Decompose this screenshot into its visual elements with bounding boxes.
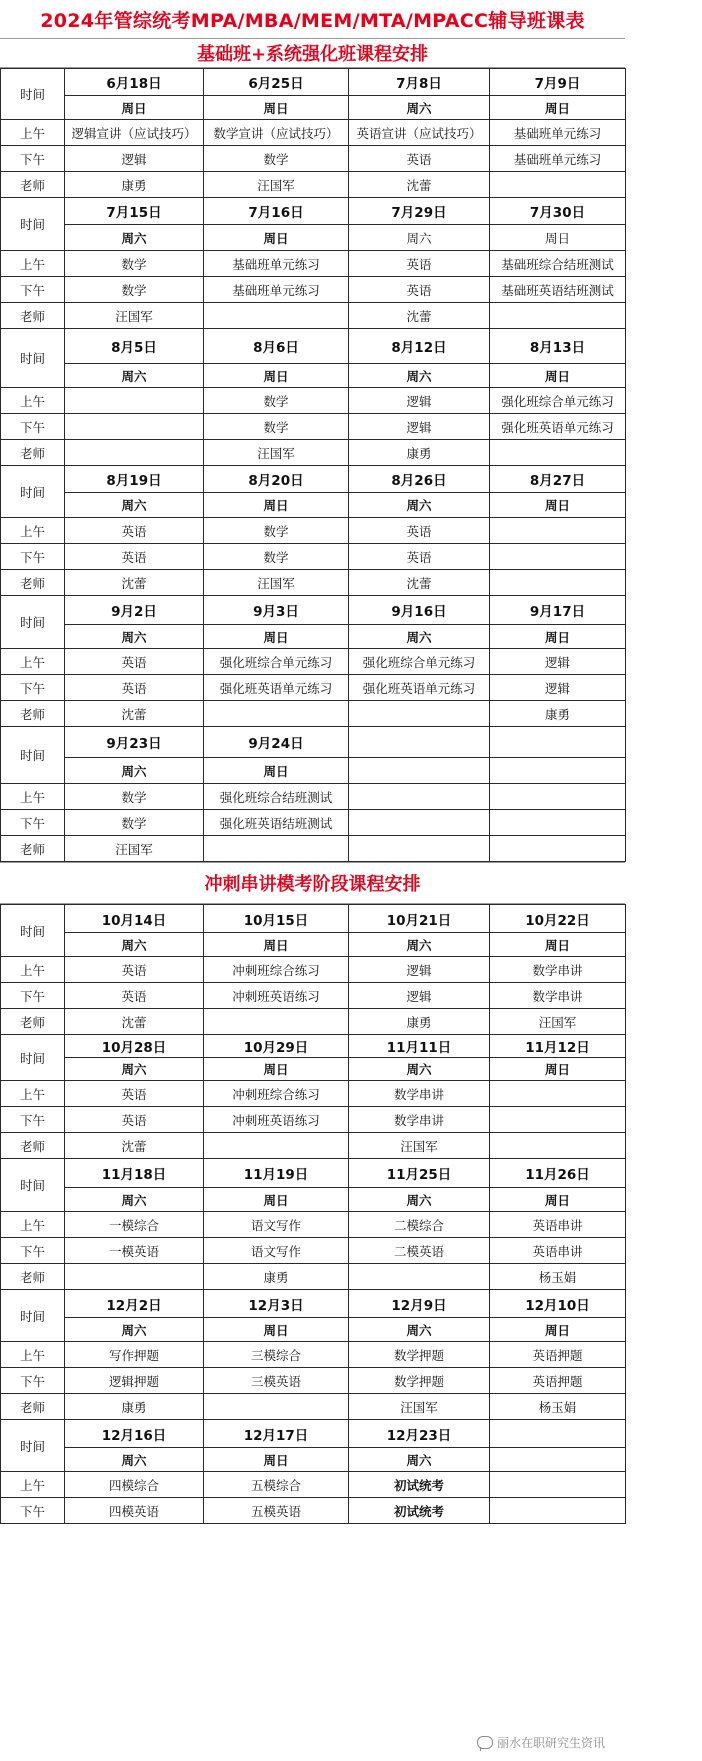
date-cell: 10月29日 <box>204 1035 349 1058</box>
weekday-cell: 周日 <box>204 1058 349 1081</box>
am-cell <box>65 388 204 414</box>
weekday-cell: 周日 <box>204 493 349 518</box>
weekday-cell: 周日 <box>204 1188 349 1212</box>
date-cell: 8月13日 <box>490 329 626 364</box>
teacher-label: 老师 <box>1 440 65 466</box>
am-cell: 英语 <box>65 649 204 675</box>
time-label: 时间 <box>1 466 65 518</box>
weekday-cell: 周六 <box>65 1318 204 1342</box>
watermark <box>477 1734 605 1751</box>
pm-cell: 数学串讲 <box>349 1107 490 1133</box>
date-cell: 10月15日 <box>204 905 349 933</box>
teacher-label: 老师 <box>1 701 65 727</box>
pm-cell: 英语 <box>349 277 490 303</box>
pm-cell <box>490 810 626 836</box>
am-label: 上午 <box>1 957 65 983</box>
pm-cell: 冲刺班英语练习 <box>204 1107 349 1133</box>
am-cell: 冲刺班综合练习 <box>204 1081 349 1107</box>
pm-cell: 数学 <box>204 544 349 570</box>
teacher-cell: 汪国军 <box>204 172 349 198</box>
am-cell: 数学 <box>65 784 204 810</box>
am-cell: 英语 <box>65 957 204 983</box>
pm-label: 下午 <box>1 675 65 701</box>
teacher-cell: 杨玉娟 <box>490 1264 626 1290</box>
am-cell: 冲刺班综合练习 <box>204 957 349 983</box>
teacher-label: 老师 <box>1 1264 65 1290</box>
page-title: 2024年管综统考MPA/MBA/MEM/MTA/MPACC辅导班课表 <box>0 0 625 39</box>
weekday-cell: 周六 <box>349 1058 490 1081</box>
pm-cell: 英语 <box>349 544 490 570</box>
date-cell: 12月10日 <box>490 1290 626 1318</box>
pm-cell: 英语押题 <box>490 1368 626 1394</box>
pm-cell <box>490 544 626 570</box>
am-cell: 英语 <box>65 1081 204 1107</box>
date-cell: 9月24日 <box>204 727 349 758</box>
am-label: 上午 <box>1 1212 65 1238</box>
pm-cell <box>490 1107 626 1133</box>
pm-cell: 逻辑押题 <box>65 1368 204 1394</box>
teacher-label: 老师 <box>1 1009 65 1035</box>
date-cell: 11月25日 <box>349 1159 490 1188</box>
time-label: 时间 <box>1 69 65 120</box>
time-label: 时间 <box>1 1290 65 1342</box>
date-cell <box>490 1420 626 1448</box>
date-cell: 8月20日 <box>204 466 349 493</box>
am-cell: 强化班综合单元练习 <box>490 388 626 414</box>
teacher-label: 老师 <box>1 172 65 198</box>
date-cell: 7月9日 <box>490 69 626 96</box>
date-cell: 12月3日 <box>204 1290 349 1318</box>
weekday-cell: 周六 <box>65 625 204 649</box>
am-cell <box>490 1081 626 1107</box>
weekday-cell: 周日 <box>490 225 626 251</box>
pm-cell: 英语 <box>65 1107 204 1133</box>
teacher-label: 老师 <box>1 303 65 329</box>
weekday-cell: 周日 <box>65 96 204 120</box>
teacher-label: 老师 <box>1 570 65 596</box>
teacher-cell: 沈蕾 <box>349 172 490 198</box>
section-title-basic: 基础班+系统强化班课程安排 <box>0 39 625 68</box>
pm-cell: 基础班单元练习 <box>490 146 626 172</box>
date-cell: 8月12日 <box>349 329 490 364</box>
date-cell: 8月6日 <box>204 329 349 364</box>
date-cell: 12月17日 <box>204 1420 349 1448</box>
date-cell: 11月19日 <box>204 1159 349 1188</box>
pm-cell: 逻辑 <box>490 675 626 701</box>
teacher-cell: 康勇 <box>65 172 204 198</box>
date-cell: 7月16日 <box>204 198 349 225</box>
section-title-sprint: 冲刺串讲模考阶段课程安排 <box>0 862 625 904</box>
am-cell: 英语 <box>349 251 490 277</box>
weekday-cell: 周日 <box>204 96 349 120</box>
teacher-cell <box>204 1133 349 1159</box>
weekday-cell: 周六 <box>349 96 490 120</box>
am-cell: 五模综合 <box>204 1472 349 1498</box>
weekday-cell: 周六 <box>349 933 490 957</box>
date-cell: 11月26日 <box>490 1159 626 1188</box>
teacher-cell <box>490 303 626 329</box>
am-cell: 一模综合 <box>65 1212 204 1238</box>
pm-cell: 逻辑 <box>349 983 490 1009</box>
teacher-label: 老师 <box>1 1133 65 1159</box>
weekday-cell: 周六 <box>65 493 204 518</box>
date-cell: 6月18日 <box>65 69 204 96</box>
pm-label: 下午 <box>1 146 65 172</box>
am-cell: 数学 <box>204 518 349 544</box>
date-cell: 9月17日 <box>490 596 626 625</box>
am-cell: 强化班综合结班测试 <box>204 784 349 810</box>
time-label: 时间 <box>1 1159 65 1212</box>
weekday-cell: 周六 <box>349 1448 490 1472</box>
teacher-cell: 汪国军 <box>349 1133 490 1159</box>
pm-label: 下午 <box>1 277 65 303</box>
date-cell: 9月16日 <box>349 596 490 625</box>
teacher-cell <box>204 303 349 329</box>
teacher-cell: 杨玉娟 <box>490 1394 626 1420</box>
pm-cell: 数学串讲 <box>490 983 626 1009</box>
time-label: 时间 <box>1 905 65 957</box>
teacher-cell: 沈蕾 <box>65 1009 204 1035</box>
pm-cell: 冲刺班英语练习 <box>204 983 349 1009</box>
weekday-cell <box>490 1448 626 1472</box>
teacher-cell <box>204 1394 349 1420</box>
teacher-cell <box>65 1264 204 1290</box>
am-label: 上午 <box>1 1342 65 1368</box>
weekday-cell: 周六 <box>65 364 204 388</box>
weekday-cell: 周日 <box>204 625 349 649</box>
pm-label: 下午 <box>1 1238 65 1264</box>
am-label: 上午 <box>1 784 65 810</box>
am-label: 上午 <box>1 1081 65 1107</box>
teacher-cell <box>204 1009 349 1035</box>
time-label: 时间 <box>1 198 65 251</box>
teacher-cell: 沈蕾 <box>65 570 204 596</box>
teacher-cell: 汪国军 <box>204 570 349 596</box>
pm-cell: 英语 <box>65 544 204 570</box>
weekday-cell: 周日 <box>204 1448 349 1472</box>
date-cell: 7月29日 <box>349 198 490 225</box>
teacher-cell <box>490 172 626 198</box>
am-cell: 强化班综合单元练习 <box>349 649 490 675</box>
pm-label: 下午 <box>1 1368 65 1394</box>
am-cell: 四模综合 <box>65 1472 204 1498</box>
pm-label: 下午 <box>1 544 65 570</box>
teacher-cell <box>65 440 204 466</box>
am-cell: 二模综合 <box>349 1212 490 1238</box>
date-cell: 9月2日 <box>65 596 204 625</box>
teacher-cell <box>490 1133 626 1159</box>
date-cell: 10月21日 <box>349 905 490 933</box>
teacher-cell <box>490 440 626 466</box>
pm-cell: 二模英语 <box>349 1238 490 1264</box>
wechat-icon <box>477 1736 493 1749</box>
time-label: 时间 <box>1 1035 65 1081</box>
am-cell: 逻辑 <box>349 957 490 983</box>
am-cell: 英语 <box>349 518 490 544</box>
pm-cell: 逻辑 <box>349 414 490 440</box>
weekday-cell: 周日 <box>204 364 349 388</box>
pm-cell: 基础班单元练习 <box>204 277 349 303</box>
teacher-cell <box>490 836 626 862</box>
teacher-cell: 汪国军 <box>65 303 204 329</box>
am-cell: 英语押题 <box>490 1342 626 1368</box>
am-cell: 英语串讲 <box>490 1212 626 1238</box>
am-cell: 数学宣讲（应试技巧） <box>204 120 349 146</box>
am-cell: 写作押题 <box>65 1342 204 1368</box>
date-cell: 10月14日 <box>65 905 204 933</box>
pm-cell: 数学 <box>65 277 204 303</box>
time-label: 时间 <box>1 329 65 388</box>
pm-cell: 英语 <box>349 146 490 172</box>
teacher-cell: 沈蕾 <box>349 570 490 596</box>
weekday-cell: 周日 <box>490 933 626 957</box>
teacher-cell <box>490 570 626 596</box>
pm-cell: 强化班英语单元练习 <box>349 675 490 701</box>
weekday-cell: 周六 <box>349 1318 490 1342</box>
am-cell: 语文写作 <box>204 1212 349 1238</box>
am-label: 上午 <box>1 518 65 544</box>
weekday-cell: 周六 <box>349 625 490 649</box>
teacher-cell: 汪国军 <box>65 836 204 862</box>
date-cell: 7月15日 <box>65 198 204 225</box>
am-cell: 数学押题 <box>349 1342 490 1368</box>
date-cell: 11月11日 <box>349 1035 490 1058</box>
date-cell: 10月28日 <box>65 1035 204 1058</box>
pm-cell <box>490 1498 626 1524</box>
am-label: 上午 <box>1 1472 65 1498</box>
date-cell: 7月30日 <box>490 198 626 225</box>
am-label: 上午 <box>1 388 65 414</box>
weekday-cell: 周六 <box>65 758 204 784</box>
watermark-text: 丽水在职研究生资讯 <box>496 1736 605 1750</box>
am-cell <box>490 1472 626 1498</box>
teacher-cell: 康勇 <box>349 440 490 466</box>
weekday-cell: 周六 <box>65 1448 204 1472</box>
date-cell: 8月5日 <box>65 329 204 364</box>
weekday-cell: 周六 <box>65 1058 204 1081</box>
teacher-cell <box>349 1264 490 1290</box>
date-cell: 12月23日 <box>349 1420 490 1448</box>
weekday-cell: 周日 <box>204 225 349 251</box>
am-label: 上午 <box>1 120 65 146</box>
pm-cell: 基础班英语结班测试 <box>490 277 626 303</box>
am-cell: 初试统考 <box>349 1472 490 1498</box>
teacher-cell <box>349 836 490 862</box>
date-cell: 6月25日 <box>204 69 349 96</box>
pm-cell: 数学 <box>65 810 204 836</box>
weekday-cell: 周日 <box>490 364 626 388</box>
pm-label: 下午 <box>1 1498 65 1524</box>
am-cell: 三模综合 <box>204 1342 349 1368</box>
am-cell: 强化班综合单元练习 <box>204 649 349 675</box>
time-label: 时间 <box>1 596 65 649</box>
schedule-table-sprint <box>0 904 626 1524</box>
weekday-cell: 周日 <box>490 1188 626 1212</box>
pm-cell: 五模英语 <box>204 1498 349 1524</box>
weekday-cell: 周日 <box>204 1318 349 1342</box>
date-cell <box>349 727 490 758</box>
pm-cell: 强化班英语单元练习 <box>204 675 349 701</box>
date-cell: 8月27日 <box>490 466 626 493</box>
weekday-cell: 周六 <box>65 1188 204 1212</box>
am-cell: 数学 <box>65 251 204 277</box>
teacher-cell: 汪国军 <box>349 1394 490 1420</box>
weekday-cell <box>349 758 490 784</box>
schedule-table-basic <box>0 68 626 862</box>
date-cell: 11月18日 <box>65 1159 204 1188</box>
am-cell: 英语 <box>65 518 204 544</box>
teacher-cell: 康勇 <box>65 1394 204 1420</box>
pm-cell: 数学 <box>204 146 349 172</box>
pm-label: 下午 <box>1 810 65 836</box>
teacher-cell: 汪国军 <box>490 1009 626 1035</box>
teacher-cell <box>204 701 349 727</box>
teacher-cell: 沈蕾 <box>349 303 490 329</box>
pm-cell: 强化班英语单元练习 <box>490 414 626 440</box>
am-label: 上午 <box>1 649 65 675</box>
pm-label: 下午 <box>1 1107 65 1133</box>
date-cell: 8月26日 <box>349 466 490 493</box>
weekday-cell <box>490 758 626 784</box>
pm-cell: 英语 <box>65 983 204 1009</box>
teacher-cell: 沈蕾 <box>65 701 204 727</box>
time-label: 时间 <box>1 727 65 784</box>
pm-cell: 三模英语 <box>204 1368 349 1394</box>
weekday-cell: 周日 <box>490 625 626 649</box>
am-cell <box>490 518 626 544</box>
teacher-label: 老师 <box>1 1394 65 1420</box>
date-cell: 11月12日 <box>490 1035 626 1058</box>
am-cell <box>349 784 490 810</box>
time-label: 时间 <box>1 1420 65 1472</box>
am-label: 上午 <box>1 251 65 277</box>
pm-cell: 初试统考 <box>349 1498 490 1524</box>
am-cell: 数学串讲 <box>349 1081 490 1107</box>
date-cell: 10月22日 <box>490 905 626 933</box>
am-cell <box>490 784 626 810</box>
weekday-cell: 周六 <box>349 493 490 518</box>
weekday-cell: 周日 <box>490 1318 626 1342</box>
date-cell: 7月8日 <box>349 69 490 96</box>
am-cell: 英语宣讲（应试技巧） <box>349 120 490 146</box>
weekday-cell: 周六 <box>65 933 204 957</box>
weekday-cell: 周日 <box>490 493 626 518</box>
teacher-cell: 康勇 <box>204 1264 349 1290</box>
weekday-cell: 周日 <box>204 933 349 957</box>
am-cell: 逻辑 <box>349 388 490 414</box>
weekday-cell: 周日 <box>204 758 349 784</box>
teacher-cell: 康勇 <box>490 701 626 727</box>
teacher-cell <box>349 701 490 727</box>
pm-cell: 数学 <box>204 414 349 440</box>
pm-cell: 强化班英语结班测试 <box>204 810 349 836</box>
am-cell: 基础班单元练习 <box>204 251 349 277</box>
weekday-cell: 周日 <box>490 1058 626 1081</box>
weekday-cell: 周六 <box>65 225 204 251</box>
am-cell: 基础班单元练习 <box>490 120 626 146</box>
date-cell: 9月3日 <box>204 596 349 625</box>
pm-cell: 逻辑 <box>65 146 204 172</box>
am-cell: 逻辑宣讲（应试技巧） <box>65 120 204 146</box>
am-cell: 数学串讲 <box>490 957 626 983</box>
date-cell: 12月2日 <box>65 1290 204 1318</box>
pm-cell: 四模英语 <box>65 1498 204 1524</box>
teacher-cell <box>204 836 349 862</box>
teacher-label: 老师 <box>1 836 65 862</box>
weekday-cell: 周日 <box>490 96 626 120</box>
date-cell: 8月19日 <box>65 466 204 493</box>
date-cell: 12月16日 <box>65 1420 204 1448</box>
weekday-cell: 周六 <box>349 1188 490 1212</box>
pm-cell: 英语 <box>65 675 204 701</box>
pm-cell: 英语串讲 <box>490 1238 626 1264</box>
teacher-cell: 汪国军 <box>204 440 349 466</box>
date-cell <box>490 727 626 758</box>
date-cell: 12月9日 <box>349 1290 490 1318</box>
date-cell: 9月23日 <box>65 727 204 758</box>
teacher-cell: 沈蕾 <box>65 1133 204 1159</box>
am-cell: 数学 <box>204 388 349 414</box>
weekday-cell: 周六 <box>349 225 490 251</box>
am-cell: 基础班综合结班测试 <box>490 251 626 277</box>
pm-cell: 语文写作 <box>204 1238 349 1264</box>
weekday-cell: 周六 <box>349 364 490 388</box>
pm-cell <box>349 810 490 836</box>
teacher-cell: 康勇 <box>349 1009 490 1035</box>
pm-label: 下午 <box>1 983 65 1009</box>
am-cell: 逻辑 <box>490 649 626 675</box>
pm-cell: 数学押题 <box>349 1368 490 1394</box>
pm-label: 下午 <box>1 414 65 440</box>
pm-cell <box>65 414 204 440</box>
pm-cell: 一模英语 <box>65 1238 204 1264</box>
